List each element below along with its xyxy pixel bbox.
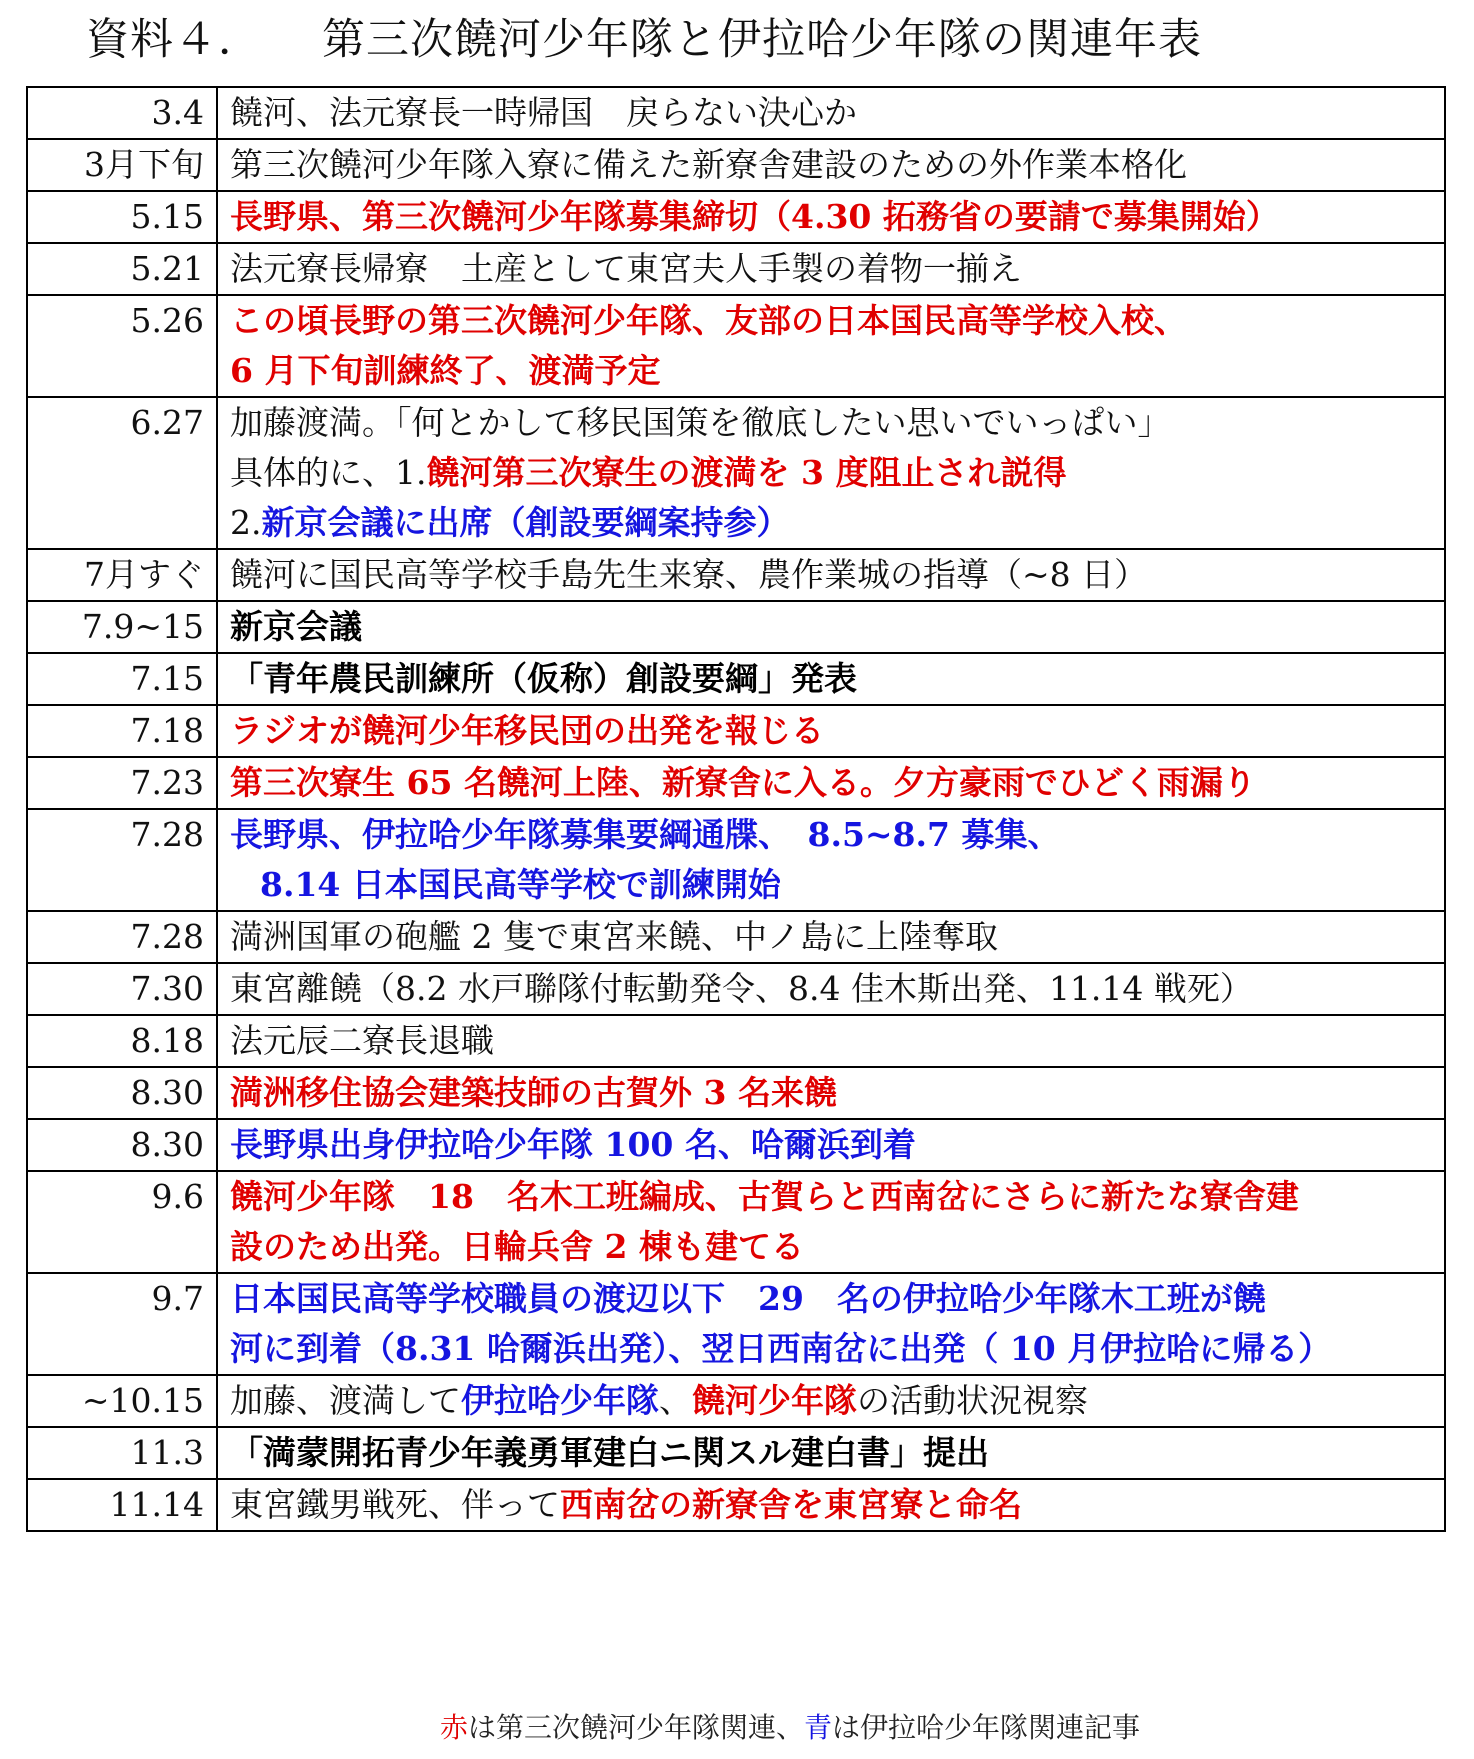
row-event	[217, 601, 1445, 653]
event-line	[230, 1068, 1444, 1118]
table-row	[27, 295, 1445, 397]
row-event	[217, 963, 1445, 1015]
row-date: 3月下旬	[27, 139, 217, 191]
row-date: 9.7	[27, 1273, 217, 1375]
event-line	[230, 1324, 1444, 1374]
row-event	[217, 295, 1445, 397]
row-date: 5.26	[27, 295, 217, 397]
table-row	[27, 191, 1445, 243]
row-date: 7.15	[27, 653, 217, 705]
event-text: 加藤渡満。「何とかして移民国策を徹底したい思いでいっぱい」	[230, 403, 1171, 442]
title-text: 第三次饒河少年隊と伊拉哈少年隊の関連年表	[322, 15, 1202, 65]
event-line	[230, 244, 1444, 294]
row-date: ~10.15	[27, 1375, 217, 1427]
event-text: 饒河少年隊	[692, 1381, 857, 1420]
event-text: 第三次寮生 65 名饒河上陸、新寮舎に入る。夕方豪雨でひどく雨漏り	[230, 763, 1256, 802]
row-date: 9.6	[27, 1171, 217, 1273]
event-line	[230, 602, 1444, 652]
row-event	[217, 1479, 1445, 1531]
row-date: 3.4	[27, 87, 217, 139]
table-row	[27, 1015, 1445, 1067]
event-text: 満洲移住協会建築技師の古賀外 3 名来饒	[230, 1073, 837, 1112]
event-text: 河に到着（8.31 哈爾浜出発）、翌日西南岔に出発（ 10 月伊拉哈に帰る）	[230, 1329, 1332, 1368]
row-event	[217, 705, 1445, 757]
event-line	[230, 192, 1444, 242]
event-text: 東宮離饒（8.2 水戸聯隊付転勤発令、8.4 佳木斯出発、11.14 戦死）	[230, 969, 1253, 1008]
event-text: 法元寮長帰寮 土産として東宮夫人手製の着物一揃え	[230, 249, 1022, 288]
row-date: 7.28	[27, 911, 217, 963]
event-line	[230, 810, 1444, 860]
row-date: 7.18	[27, 705, 217, 757]
event-text: 日本国民高等学校職員の渡辺以下 29 名の伊拉哈少年隊木工班が饒	[230, 1279, 1266, 1318]
event-line	[230, 860, 1444, 910]
row-event	[217, 757, 1445, 809]
table-row	[27, 1067, 1445, 1119]
event-text: 長野県出身伊拉哈少年隊 100 名、哈爾浜到着	[230, 1125, 916, 1164]
table-row	[27, 601, 1445, 653]
table-row	[27, 963, 1445, 1015]
event-line	[230, 1480, 1444, 1530]
event-text: 満洲国軍の砲艦 2 隻で東宮来饒、中ノ島に上陸奪取	[230, 917, 998, 956]
table-row	[27, 653, 1445, 705]
row-event	[217, 243, 1445, 295]
row-event	[217, 1067, 1445, 1119]
event-line	[230, 1222, 1444, 1272]
row-date: 8.18	[27, 1015, 217, 1067]
event-line	[230, 964, 1444, 1014]
row-date: 11.3	[27, 1427, 217, 1479]
title-prefix: 資料４．	[86, 15, 262, 65]
event-line	[230, 448, 1444, 498]
table-row	[27, 397, 1445, 549]
event-line	[230, 140, 1444, 190]
table-row	[27, 139, 1445, 191]
row-date: 7月すぐ	[27, 549, 217, 601]
row-date: 7.28	[27, 809, 217, 911]
row-event	[217, 139, 1445, 191]
event-text: 第三次饒河少年隊入寮に備えた新寮舎建設のための外作業本格化	[230, 145, 1187, 184]
event-text: 設のため出発。日輪兵舎 2 棟も建てる	[230, 1227, 804, 1266]
event-text: 伊拉哈少年隊	[461, 1381, 659, 1420]
event-text: 法元辰二寮長退職	[230, 1021, 494, 1060]
timeline-table	[26, 86, 1446, 1532]
table-row	[27, 243, 1445, 295]
table-row	[27, 1171, 1445, 1273]
event-text: 「青年農民訓練所（仮称）創設要綱」発表	[230, 659, 857, 698]
event-text: 具体的に、1.	[230, 453, 427, 492]
event-line	[230, 1376, 1444, 1426]
row-event	[217, 397, 1445, 549]
row-event	[217, 549, 1445, 601]
legend-red-char: 赤	[440, 1711, 469, 1744]
event-text: 饒河第三次寮生の渡満を 3 度阻止され説得	[426, 453, 1067, 492]
row-event	[217, 1427, 1445, 1479]
event-line	[230, 1428, 1444, 1478]
row-event	[217, 1015, 1445, 1067]
row-date: 8.30	[27, 1067, 217, 1119]
row-date: 6.27	[27, 397, 217, 549]
event-text: 、	[659, 1381, 692, 1420]
row-date: 7.9~15	[27, 601, 217, 653]
event-text: 6 月下旬訓練終了、渡満予定	[230, 351, 661, 390]
legend-blue-text: は伊拉哈少年隊関連記事	[832, 1711, 1141, 1744]
table-row	[27, 549, 1445, 601]
event-line	[230, 706, 1444, 756]
table-row	[27, 87, 1445, 139]
event-line	[230, 1274, 1444, 1324]
event-text: 新京会議に出席（創設要綱案持参）	[261, 503, 790, 542]
event-line	[230, 88, 1444, 138]
event-text: 西南岔の新寮舎を東宮寮と命名	[560, 1485, 1022, 1524]
event-line	[230, 1120, 1444, 1170]
row-date: 7.30	[27, 963, 217, 1015]
event-text: 8.14 日本国民高等学校で訓練開始	[260, 865, 781, 904]
row-event	[217, 191, 1445, 243]
event-text: 新京会議	[230, 607, 362, 646]
event-text: 饒河に国民高等学校手島先生来寮、農作業城の指導（~8 日）	[230, 555, 1148, 594]
event-text: 東宮鐵男戦死、伴って	[230, 1485, 560, 1524]
row-event	[217, 1171, 1445, 1273]
event-line	[230, 758, 1444, 808]
event-text: の活動状況視察	[857, 1381, 1088, 1420]
table-row	[27, 757, 1445, 809]
table-row	[27, 1479, 1445, 1531]
event-text: 「満蒙開拓青少年義勇軍建白ニ関スル建白書」提出	[230, 1433, 989, 1472]
event-line	[230, 550, 1444, 600]
legend-blue-char: 青	[804, 1711, 833, 1744]
table-row	[27, 705, 1445, 757]
event-text: 饒河、法元寮長一時帰国 戻らない決心か	[230, 93, 857, 132]
event-line	[230, 654, 1444, 704]
event-text: ラジオが饒河少年移民団の出発を報じる	[230, 711, 824, 750]
event-line	[230, 498, 1444, 548]
row-event	[217, 1375, 1445, 1427]
row-event	[217, 911, 1445, 963]
row-date: 11.14	[27, 1479, 217, 1531]
table-row	[27, 1427, 1445, 1479]
table-row	[27, 1273, 1445, 1375]
event-line	[230, 912, 1444, 962]
event-line	[230, 398, 1444, 448]
event-text: 饒河少年隊 18 名木工班編成、古賀らと西南岔にさらに新たな寮舎建	[230, 1177, 1299, 1216]
event-text: 長野県、伊拉哈少年隊募集要綱通牒、 8.5~8.7 募集、	[230, 815, 1061, 854]
row-event	[217, 87, 1445, 139]
event-text: 長野県、第三次饒河少年隊募集締切（4.30 拓務省の要請で募集開始）	[230, 197, 1279, 236]
row-date: 5.21	[27, 243, 217, 295]
event-line	[230, 296, 1444, 346]
table-row	[27, 911, 1445, 963]
table-row	[27, 1375, 1445, 1427]
row-date: 8.30	[27, 1119, 217, 1171]
row-event	[217, 1273, 1445, 1375]
event-text: 加藤、渡満して	[230, 1381, 461, 1420]
row-event	[217, 1119, 1445, 1171]
color-legend	[440, 1706, 1140, 1746]
row-event	[217, 653, 1445, 705]
row-date: 5.15	[27, 191, 217, 243]
row-event	[217, 809, 1445, 911]
event-text: この頃長野の第三次饒河少年隊、友部の日本国民高等学校入校、	[230, 301, 1187, 340]
event-line	[230, 346, 1444, 396]
table-row	[27, 809, 1445, 911]
row-date: 7.23	[27, 757, 217, 809]
event-line	[230, 1016, 1444, 1066]
event-line	[230, 1172, 1444, 1222]
page-title	[86, 6, 1202, 67]
table-row	[27, 1119, 1445, 1171]
legend-red-text: は第三次饒河少年隊関連、	[468, 1711, 805, 1744]
event-text: 2.	[230, 503, 262, 542]
